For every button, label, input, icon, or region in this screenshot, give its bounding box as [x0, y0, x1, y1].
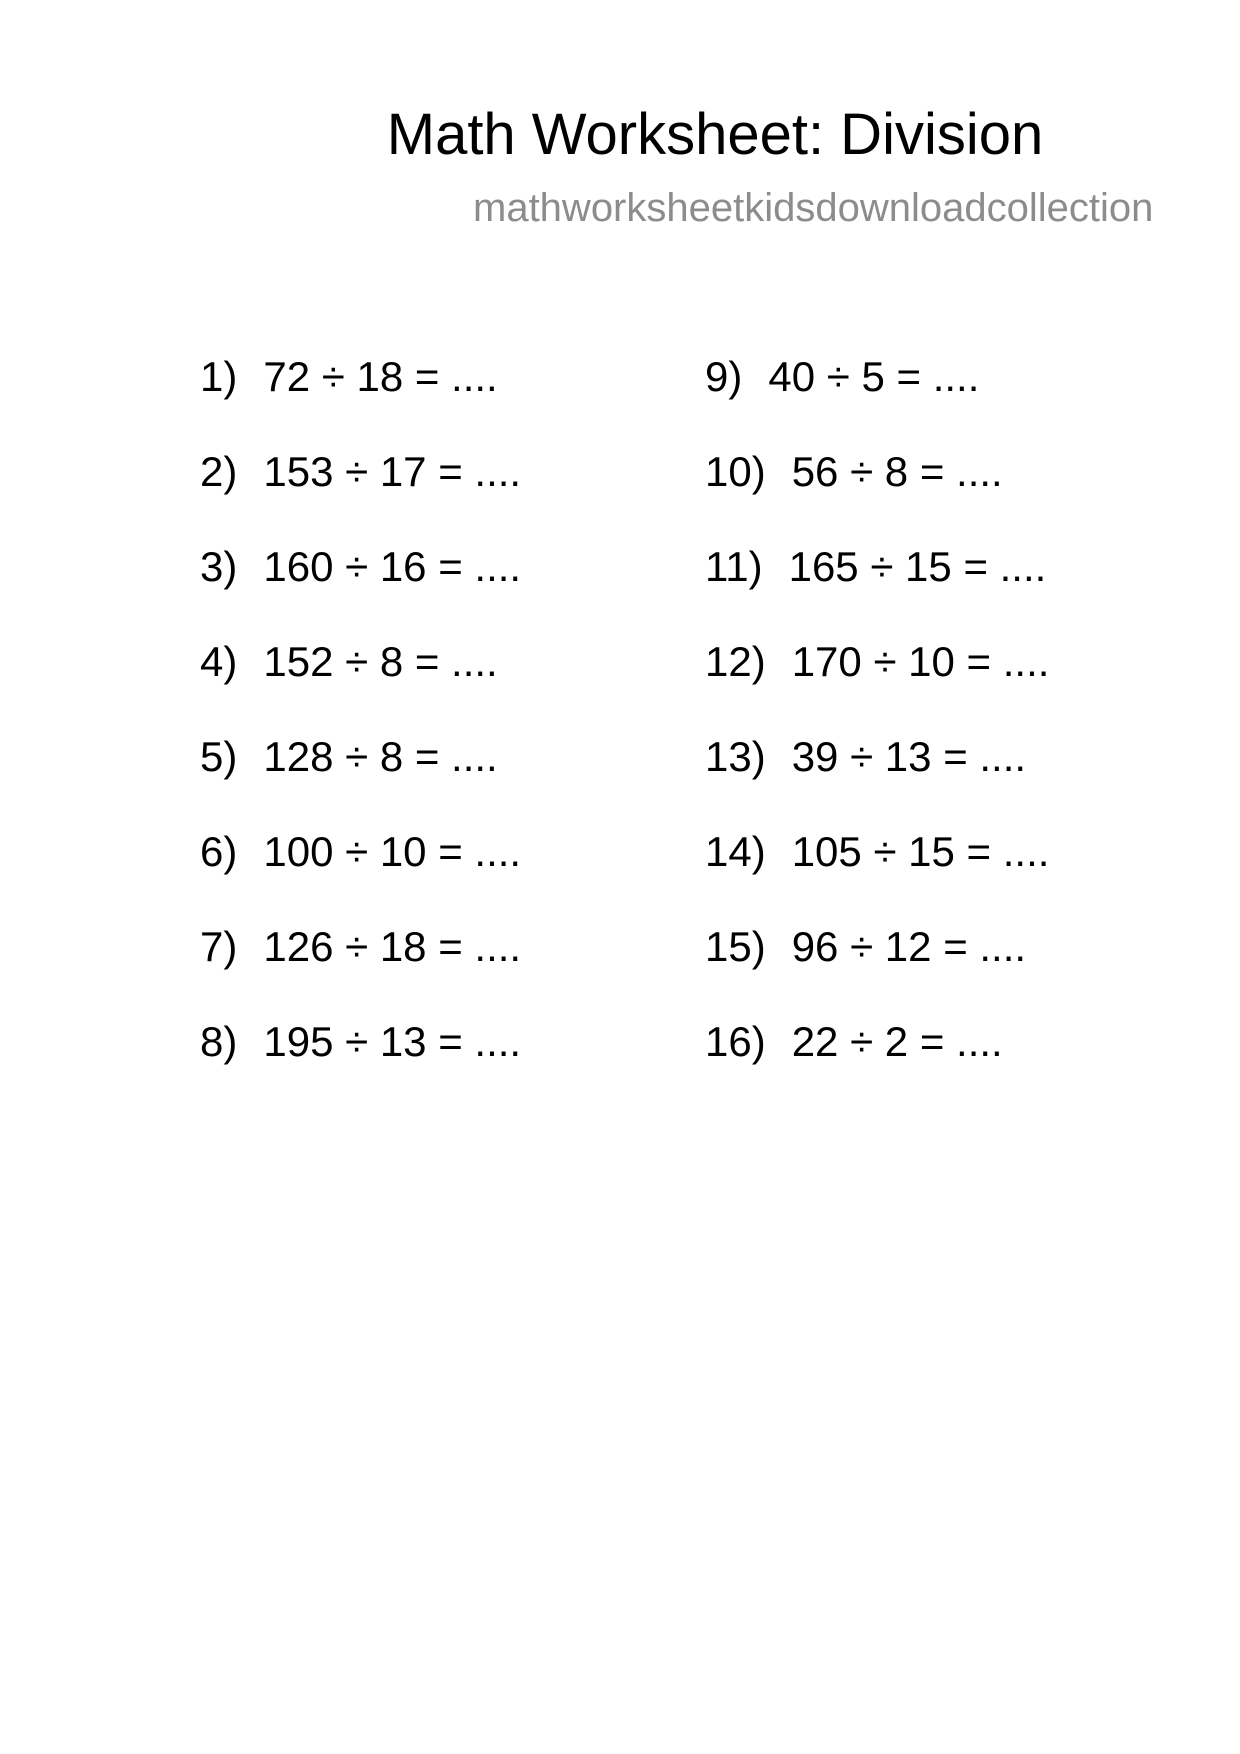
problem-item [705, 447, 1049, 542]
problem-item [200, 1017, 521, 1112]
problem-column-left [200, 352, 521, 1112]
problem-number: 7) [200, 923, 238, 970]
problem-number: 9) [705, 353, 743, 400]
problem-expression: 153 ÷ 17 = .... [263, 448, 522, 495]
problem-expression: 105 ÷ 15 = .... [791, 828, 1050, 875]
problem-expression: 128 ÷ 8 = .... [263, 733, 498, 780]
problem-item [200, 352, 521, 447]
problem-number: 5) [200, 733, 238, 780]
problem-item [705, 542, 1049, 637]
problem-item [705, 732, 1049, 827]
problem-number: 3) [200, 543, 238, 590]
problem-item [705, 922, 1049, 1017]
problem-expression: 39 ÷ 13 = .... [791, 733, 1027, 780]
problem-expression: 96 ÷ 12 = .... [791, 923, 1027, 970]
page-title: Math Worksheet: Division [386, 102, 1044, 167]
problem-number: 1) [200, 353, 238, 400]
problem-expression: 160 ÷ 16 = .... [263, 543, 522, 590]
problem-expression: 56 ÷ 8 = .... [791, 448, 1003, 495]
problem-number: 10) [705, 448, 766, 495]
problem-item [200, 637, 521, 732]
problem-number: 15) [705, 923, 766, 970]
problem-number: 14) [705, 828, 766, 875]
problem-expression: 22 ÷ 2 = .... [791, 1018, 1003, 1065]
problem-column-right [705, 352, 1049, 1112]
problem-expression: 170 ÷ 10 = .... [791, 638, 1050, 685]
problem-item [200, 827, 521, 922]
problem-item [200, 922, 521, 1017]
problem-item [200, 447, 521, 542]
problem-expression: 126 ÷ 18 = .... [263, 923, 522, 970]
problem-item [200, 732, 521, 827]
problem-number: 4) [200, 638, 238, 685]
problem-expression: 195 ÷ 13 = .... [263, 1018, 522, 1065]
problem-expression: 152 ÷ 8 = .... [263, 638, 498, 685]
problem-number: 8) [200, 1018, 238, 1065]
problem-item [705, 1017, 1049, 1112]
problem-expression: 100 ÷ 10 = .... [263, 828, 522, 875]
site-subtitle: mathworksheetkidsdownloadcollection [473, 186, 1154, 230]
problem-number: 13) [705, 733, 766, 780]
problem-number: 16) [705, 1018, 766, 1065]
problem-expression: 72 ÷ 18 = .... [263, 353, 498, 400]
problem-item [705, 352, 1049, 447]
problem-number: 6) [200, 828, 238, 875]
problem-expression: 165 ÷ 15 = .... [788, 543, 1047, 590]
problem-expression: 40 ÷ 5 = .... [768, 353, 980, 400]
problem-item [705, 827, 1049, 922]
problem-item [705, 637, 1049, 732]
problem-number: 11) [705, 543, 763, 590]
problem-number: 12) [705, 638, 766, 685]
problem-number: 2) [200, 448, 238, 495]
problem-item [200, 542, 521, 637]
